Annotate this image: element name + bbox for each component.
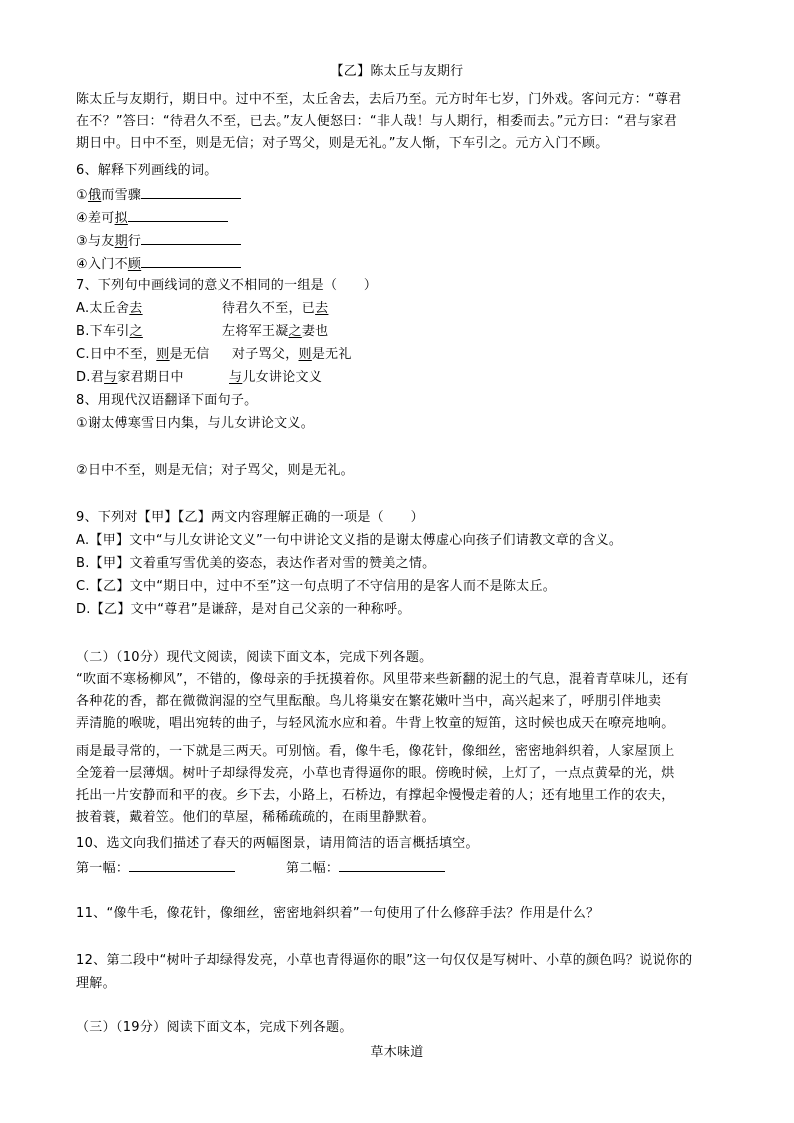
q8-sentence-1: ①谢太傅寒雪日内集，与儿女讲论文义。 — [76, 416, 315, 431]
q10-first: 第一幅： — [76, 859, 235, 877]
q7-option-a: A.太丘舍去 — [76, 301, 143, 316]
q9-stem: 9、下列对【甲】【乙】两文内容理解正确的一项是（ ） — [76, 510, 424, 525]
section2-para2-line-1: 雨是最寻常的，一下就是三两天。可别恼。看，像牛毛，像花针，像细丝，密密地斜织着，人家屋顶上 — [76, 744, 675, 759]
passage-title: 【乙】陈太丘与友期行 — [330, 64, 464, 79]
passage-line-3: 期日中。日中不至，则是无信；对子骂父，则是无礼。”友人惭，下车引之。元方入门不顾。 — [76, 136, 609, 151]
q6-item-4: ④入门不顾 — [76, 255, 241, 273]
section2-para1-line-3: 弄清脆的喉咙，唱出宛转的曲子，与轻风流水应和着。牛背上牧童的短笛，这时候也成天在嘹亮地响。 — [76, 716, 675, 731]
q6-item-2: ④差可拟 — [76, 209, 228, 227]
q9-option-a: A.【甲】文中“与儿女讲论文义”一句中讲论文义指的是谢太傅虚心向孩子们请教文章的含义。 — [76, 533, 623, 548]
answer-blank[interactable] — [141, 232, 241, 245]
q9-option-c: C.【乙】文中“期日中，过中不至”这一句点明了不守信用的是客人而不是陈太丘。 — [76, 579, 557, 594]
answer-blank[interactable] — [339, 859, 445, 872]
q11-stem: 11、“像牛毛，像花针，像细丝，密密地斜织着”一句使用了什么修辞手法？作用是什么？ — [76, 906, 600, 921]
q12-line-2: 理解。 — [76, 976, 116, 991]
q12-line-1: 12、第二段中“树叶子却绿得发亮，小草也青得逼你的眼”这一句仅仅是写树叶、小草的颜色吗？说说你的 — [76, 953, 693, 968]
section2-para2-line-4: 披着蓑，戴着笠。他们的草屋，稀稀疏疏的，在雨里静默着。 — [76, 810, 436, 825]
section2-heading: （二）（10分）现代文阅读，阅读下面文本，完成下列各题。 — [76, 650, 433, 665]
q7-option-c-right: 对子骂父，则是无礼 — [232, 347, 352, 362]
q10-second: 第二幅： — [286, 859, 445, 877]
q9-option-d: D.【乙】文中“尊君”是谦辞，是对自己父亲的一种称呼。 — [76, 602, 411, 617]
q7-option-b-right: 左将军王凝之妻也 — [222, 324, 329, 339]
q6-item-1: ①俄而雪骤 — [76, 186, 241, 204]
section2-para2-line-3: 托出一片安静而和平的夜。乡下去，小路上，石桥边，有撑起伞慢慢走着的人；还有地里工作的农夫， — [76, 788, 675, 803]
q7-option-b: B.下车引之 — [76, 324, 143, 339]
answer-blank[interactable] — [128, 209, 228, 222]
q7-option-d-right: 与儿女讲论文义 — [229, 370, 323, 385]
q8-stem: 8、用现代汉语翻译下面句子。 — [76, 393, 258, 408]
section2-para1-line-1: “吹面不寒杨柳风”，不错的，像母亲的手抚摸着你。风里带来些新翻的泥土的气息，混着青草味儿，还有 — [76, 672, 689, 687]
passage-line-1: 陈太丘与友期行，期日中。过中不至，太丘舍去，去后乃至。元方时年七岁，门外戏。客问元方：“尊君 — [76, 92, 682, 107]
q6-item-3: ③与友期行 — [76, 232, 241, 250]
q8-sentence-2: ②日中不至，则是无信；对子骂父，则是无礼。 — [76, 463, 354, 478]
answer-blank[interactable] — [141, 255, 241, 268]
q7-option-c: C.日中不至，则是无信 — [76, 347, 210, 362]
answer-blank[interactable] — [141, 186, 241, 199]
answer-blank[interactable] — [129, 859, 235, 872]
q7-option-a-right: 待君久不至，已去 — [222, 301, 329, 316]
q9-option-b: B.【甲】文着重写雪优美的姿态，表达作者对雪的赞美之情。 — [76, 556, 436, 571]
q10-stem: 10、选文向我们描述了春天的两幅图景，请用简洁的语言概括填空。 — [76, 836, 479, 851]
q7-stem: 7、下列句中画线词的意义不相同的一组是（ ） — [76, 278, 378, 293]
section2-para1-line-2: 各种花的香，都在微微润湿的空气里酝酿。鸟儿将巢安在繁花嫩叶当中，高兴起来了，呼朋引伴地卖 — [76, 694, 662, 709]
section2-para2-line-2: 全笼着一层薄烟。树叶子却绿得发亮，小草也青得逼你的眼。傍晚时候，上灯了，一点点黄晕的光，烘 — [76, 766, 675, 781]
section3-heading: （三）（19分）阅读下面文本，完成下列各题。 — [76, 1020, 353, 1035]
passage-line-2: 在不？”答曰：“待君久不至，已去。”友人便怒曰：“非人哉！与人期行，相委而去。”元方曰：“君与家君 — [76, 114, 678, 129]
section3-title: 草木味道 — [370, 1045, 424, 1060]
q6-stem: 6、解释下列画线的词。 — [76, 163, 218, 178]
q7-option-d: D.君与家君期日中 — [76, 370, 184, 385]
